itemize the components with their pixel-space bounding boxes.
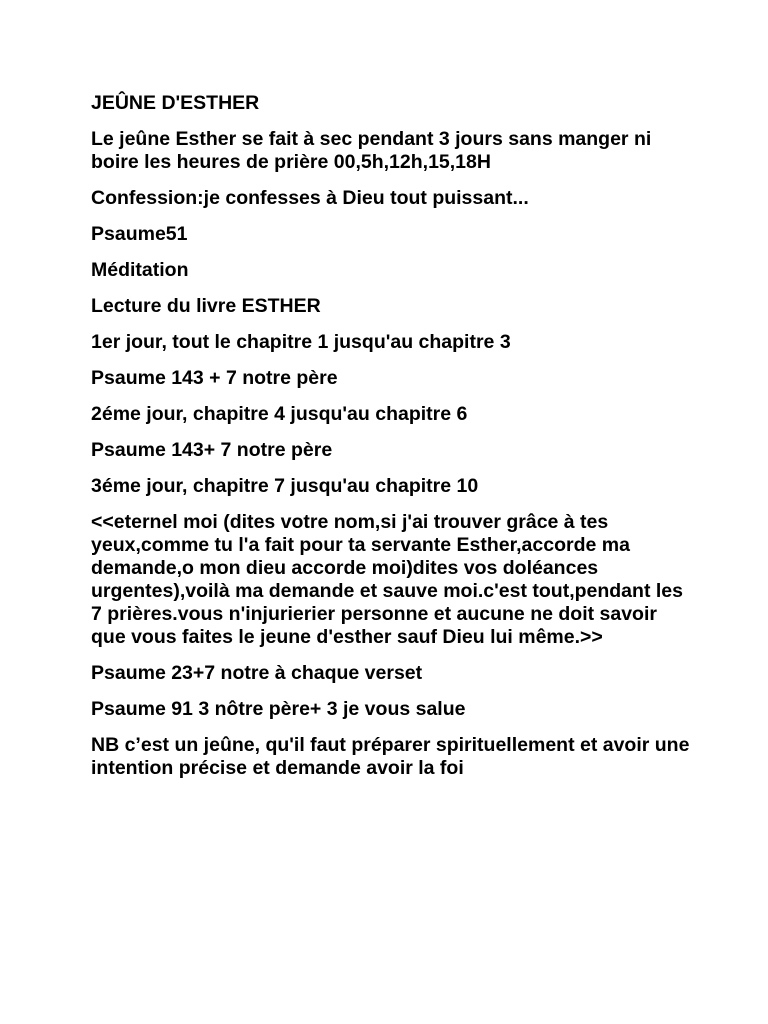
paragraph-psalm-143-b: Psaume 143+ 7 notre père: [91, 439, 333, 461]
paragraph-psalm-23: Psaume 23+7 notre à chaque verset: [91, 662, 423, 684]
paragraph-psalm-91: Psaume 91 3 nôtre père+ 3 je vous salue: [91, 698, 466, 720]
paragraph-day-2: 2éme jour, chapitre 4 jusqu'au chapitre 6: [91, 403, 468, 425]
paragraph-reading-esther: Lecture du livre ESTHER: [91, 295, 321, 317]
paragraph-confession: Confession:je confesses à Dieu tout puissant...: [91, 187, 529, 209]
paragraph-meditation: Méditation: [91, 259, 189, 281]
paragraph-day-3: 3éme jour, chapitre 7 jusqu'au chapitre 10: [91, 475, 479, 497]
paragraph-psalm-143-a: Psaume 143 + 7 notre père: [91, 367, 338, 389]
paragraph-fasting-description: Le jeûne Esther se fait à sec pendant 3 jours sans manger ni boire les heures de prière 00,5h,12h,15,18H: [91, 128, 652, 173]
paragraph-prayer: <<eternel moi (dites votre nom,si j'ai trouver grâce à tes yeux,comme tu l'a fait pour ta servante Esther,accorde ma demande,o mon dieu accorde moi)dites vos doléances urgentes),voilà ma demande et sauve moi.c'est tout,pendant les 7 prières.vous n'injurierier personne et aucune ne doit savoir que vous faites le jeune d'esther sauf Dieu lui même.>>: [91, 511, 683, 648]
paragraph-note: NB c’est un jeûne, qu'il faut préparer spirituellement et avoir une intention précise et demande avoir la foi: [91, 734, 690, 779]
paragraph-day-1: 1er jour, tout le chapitre 1 jusqu'au chapitre 3: [91, 331, 511, 353]
document-title: JEÛNE D'ESTHER: [91, 92, 260, 114]
document-body: [91, 92, 691, 793]
paragraph-psalm-51: Psaume51: [91, 223, 188, 245]
